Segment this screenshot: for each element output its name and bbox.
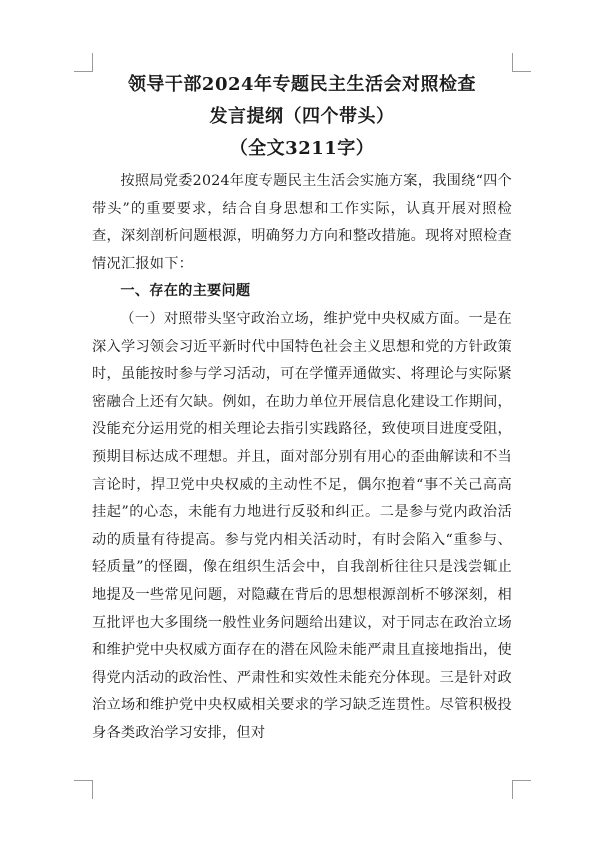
crop-mark-bottom-left bbox=[74, 780, 93, 799]
body-paragraph: （一）对照带头坚守政治立场，维护党中央权威方面。一是在深入学习领会习近平新时代中国特色社会主义思想和党的方针政策时，虽能按时参与学习活动，可在学懂弄通做实、将理论与实际紧密融合上还有欠缺。例如，在助力单位开展信息化建设工作期间，没能充分运用党的相关理论去指引实践路径，致使项目进度受阻，预期目标达成不理想。并且，面对部分别有用心的歪曲解读和不当言论时，捍卫党中央权威的主动性不足，偶尔抱着“事不关己高高挂起”的心态，未能有力地进行反驳和纠正。二是参与党内政治活动的质量有待提高。参与党内相关活动时，有时会陷入“重参与、轻质量”的怪圈，像在组织生活会中，自我剖析往往只是浅尝辄止地提及一些常见问题，对隐藏在背后的思想根源剖析不够深刻，相互批评也大多围绕一般性业务问题给出建议，对于同志在政治立场和维护党中央权威方面存在的潜在风险未能严肃且直接地指出，使得党内活动的政治性、严肃性和实效性未能充分体现。三是针对政治立场和维护党中央权威相关要求的学习缺乏连贯性。尽管积极投身各类政治学习安排，但对 bbox=[92, 310, 512, 741]
crop-mark-top-right bbox=[512, 53, 531, 72]
document-title-line1: 领导干部2024年专题民主生活会对照检查 bbox=[127, 74, 477, 95]
intro-paragraph: 按照局党委2024年度专题民主生活会实施方案，我围绕“四个带头”的重要要求，结合自身思想和工作实际，认真开展对照检查，深刻剖析问题根源，明确努力方向和整改措施。现将对照检查情况汇报如下： bbox=[92, 173, 512, 272]
document-body bbox=[92, 168, 512, 747]
crop-mark-top-left bbox=[74, 53, 93, 72]
section-heading: 一、存在的主要问题 bbox=[120, 283, 251, 300]
crop-mark-bottom-right bbox=[512, 780, 531, 799]
document-word-count: （全文3211字） bbox=[229, 138, 375, 159]
document-title-line2: 发言提纲（四个带头） bbox=[209, 106, 395, 127]
